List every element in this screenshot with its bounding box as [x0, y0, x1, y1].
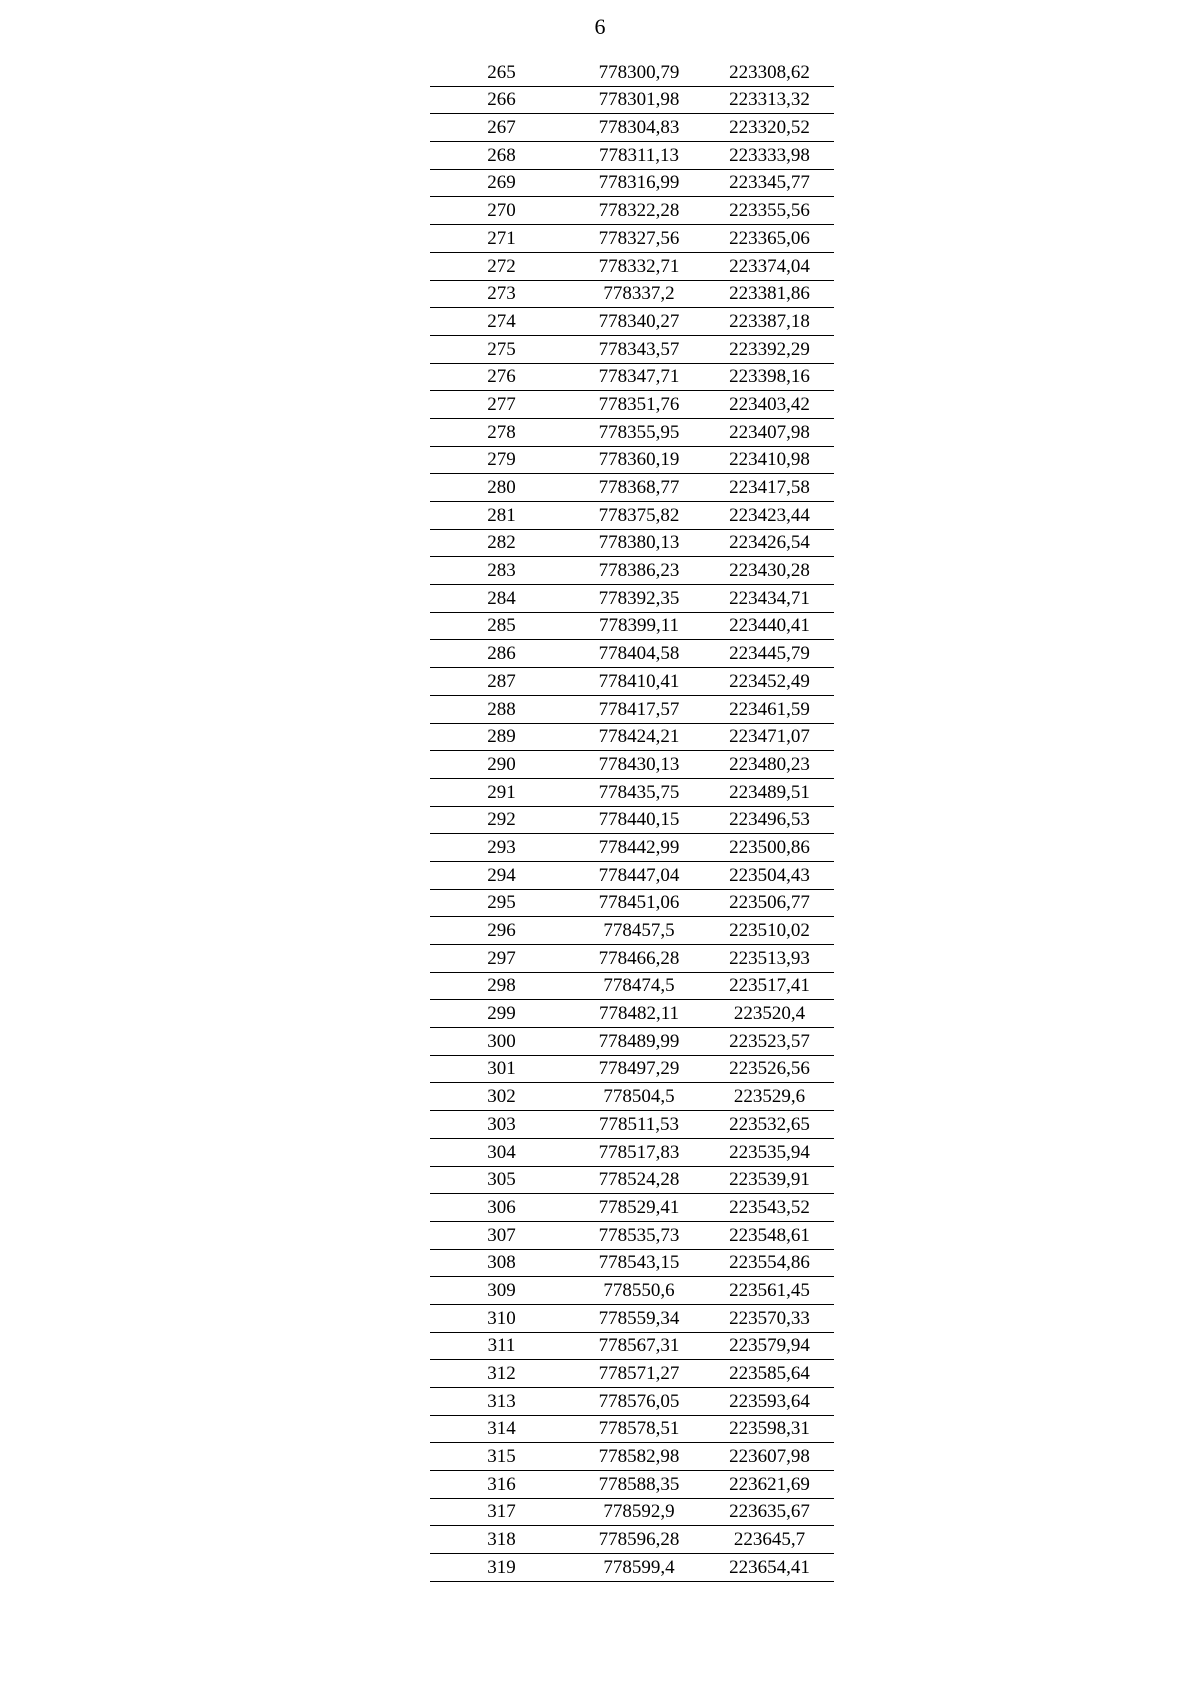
- x-coordinate-cell: 778457,5: [573, 917, 705, 945]
- point-number-cell: 312: [430, 1360, 573, 1388]
- point-number-cell: 313: [430, 1388, 573, 1416]
- table-row: [430, 612, 834, 640]
- table-row: [430, 1138, 834, 1166]
- x-coordinate-cell: 778447,04: [573, 861, 705, 889]
- x-coordinate-cell: 778424,21: [573, 723, 705, 751]
- point-number-cell: 278: [430, 418, 573, 446]
- point-number-cell: 305: [430, 1166, 573, 1194]
- point-number-cell: 308: [430, 1249, 573, 1277]
- point-number-cell: 302: [430, 1083, 573, 1111]
- point-number-cell: 314: [430, 1415, 573, 1443]
- y-coordinate-cell: 223500,86: [705, 834, 834, 862]
- table-row: [430, 1443, 834, 1471]
- coordinates-table: [430, 59, 834, 1582]
- y-coordinate-cell: 223471,07: [705, 723, 834, 751]
- point-number-cell: 303: [430, 1111, 573, 1139]
- x-coordinate-cell: 778332,71: [573, 252, 705, 280]
- table-row: [430, 585, 834, 613]
- y-coordinate-cell: 223430,28: [705, 557, 834, 585]
- point-number-cell: 286: [430, 640, 573, 668]
- table-row: [430, 778, 834, 806]
- y-coordinate-cell: 223621,69: [705, 1471, 834, 1499]
- table-row: [430, 335, 834, 363]
- table-row: [430, 1111, 834, 1139]
- y-coordinate-cell: 223392,29: [705, 335, 834, 363]
- point-number-cell: 274: [430, 308, 573, 336]
- x-coordinate-cell: 778451,06: [573, 889, 705, 917]
- point-number-cell: 295: [430, 889, 573, 917]
- x-coordinate-cell: 778582,98: [573, 1443, 705, 1471]
- point-number-cell: 290: [430, 751, 573, 779]
- x-coordinate-cell: 778599,4: [573, 1554, 705, 1582]
- x-coordinate-cell: 778340,27: [573, 308, 705, 336]
- point-number-cell: 279: [430, 446, 573, 474]
- table-row: [430, 225, 834, 253]
- y-coordinate-cell: 223417,58: [705, 474, 834, 502]
- y-coordinate-cell: 223345,77: [705, 169, 834, 197]
- y-coordinate-cell: 223585,64: [705, 1360, 834, 1388]
- x-coordinate-cell: 778596,28: [573, 1526, 705, 1554]
- x-coordinate-cell: 778301,98: [573, 86, 705, 114]
- x-coordinate-cell: 778517,83: [573, 1138, 705, 1166]
- table-row: [430, 142, 834, 170]
- x-coordinate-cell: 778559,34: [573, 1304, 705, 1332]
- table-row: [430, 695, 834, 723]
- x-coordinate-cell: 778592,9: [573, 1498, 705, 1526]
- point-number-cell: 300: [430, 1028, 573, 1056]
- table-row: [430, 1221, 834, 1249]
- y-coordinate-cell: 223607,98: [705, 1443, 834, 1471]
- y-coordinate-cell: 223496,53: [705, 806, 834, 834]
- x-coordinate-cell: 778578,51: [573, 1415, 705, 1443]
- y-coordinate-cell: 223645,7: [705, 1526, 834, 1554]
- x-coordinate-cell: 778311,13: [573, 142, 705, 170]
- table-row: [430, 1000, 834, 1028]
- table-row: [430, 806, 834, 834]
- y-coordinate-cell: 223526,56: [705, 1055, 834, 1083]
- point-number-cell: 280: [430, 474, 573, 502]
- table-row: [430, 1304, 834, 1332]
- x-coordinate-cell: 778304,83: [573, 114, 705, 142]
- x-coordinate-cell: 778511,53: [573, 1111, 705, 1139]
- table-row: [430, 1360, 834, 1388]
- table-row: [430, 723, 834, 751]
- point-number-cell: 307: [430, 1221, 573, 1249]
- table-row: [430, 972, 834, 1000]
- x-coordinate-cell: 778380,13: [573, 529, 705, 557]
- table-row: [430, 1249, 834, 1277]
- point-number-cell: 298: [430, 972, 573, 1000]
- point-number-cell: 311: [430, 1332, 573, 1360]
- point-number-cell: 309: [430, 1277, 573, 1305]
- y-coordinate-cell: 223320,52: [705, 114, 834, 142]
- y-coordinate-cell: 223539,91: [705, 1166, 834, 1194]
- y-coordinate-cell: 223510,02: [705, 917, 834, 945]
- table-row: [430, 446, 834, 474]
- point-number-cell: 317: [430, 1498, 573, 1526]
- point-number-cell: 306: [430, 1194, 573, 1222]
- table-row: [430, 418, 834, 446]
- y-coordinate-cell: 223333,98: [705, 142, 834, 170]
- point-number-cell: 276: [430, 363, 573, 391]
- y-coordinate-cell: 223504,43: [705, 861, 834, 889]
- x-coordinate-cell: 778375,82: [573, 502, 705, 530]
- y-coordinate-cell: 223308,62: [705, 59, 834, 86]
- point-number-cell: 288: [430, 695, 573, 723]
- y-coordinate-cell: 223452,49: [705, 668, 834, 696]
- point-number-cell: 316: [430, 1471, 573, 1499]
- y-coordinate-cell: 223506,77: [705, 889, 834, 917]
- point-number-cell: 291: [430, 778, 573, 806]
- x-coordinate-cell: 778399,11: [573, 612, 705, 640]
- point-number-cell: 299: [430, 1000, 573, 1028]
- y-coordinate-cell: 223434,71: [705, 585, 834, 613]
- point-number-cell: 310: [430, 1304, 573, 1332]
- x-coordinate-cell: 778504,5: [573, 1083, 705, 1111]
- x-coordinate-cell: 778343,57: [573, 335, 705, 363]
- table-row: [430, 391, 834, 419]
- table-row: [430, 1498, 834, 1526]
- x-coordinate-cell: 778404,58: [573, 640, 705, 668]
- y-coordinate-cell: 223532,65: [705, 1111, 834, 1139]
- y-coordinate-cell: 223403,42: [705, 391, 834, 419]
- table-row: [430, 502, 834, 530]
- y-coordinate-cell: 223480,23: [705, 751, 834, 779]
- table-row: [430, 1332, 834, 1360]
- point-number-cell: 289: [430, 723, 573, 751]
- x-coordinate-cell: 778347,71: [573, 363, 705, 391]
- x-coordinate-cell: 778430,13: [573, 751, 705, 779]
- y-coordinate-cell: 223579,94: [705, 1332, 834, 1360]
- y-coordinate-cell: 223387,18: [705, 308, 834, 336]
- point-number-cell: 284: [430, 585, 573, 613]
- point-number-cell: 266: [430, 86, 573, 114]
- table-row: [430, 280, 834, 308]
- y-coordinate-cell: 223517,41: [705, 972, 834, 1000]
- x-coordinate-cell: 778567,31: [573, 1332, 705, 1360]
- y-coordinate-cell: 223535,94: [705, 1138, 834, 1166]
- x-coordinate-cell: 778524,28: [573, 1166, 705, 1194]
- x-coordinate-cell: 778489,99: [573, 1028, 705, 1056]
- table-row: [430, 751, 834, 779]
- x-coordinate-cell: 778497,29: [573, 1055, 705, 1083]
- point-number-cell: 318: [430, 1526, 573, 1554]
- point-number-cell: 271: [430, 225, 573, 253]
- x-coordinate-cell: 778543,15: [573, 1249, 705, 1277]
- x-coordinate-cell: 778351,76: [573, 391, 705, 419]
- y-coordinate-cell: 223570,33: [705, 1304, 834, 1332]
- y-coordinate-cell: 223355,56: [705, 197, 834, 225]
- table-row: [430, 59, 834, 86]
- table-row: [430, 1055, 834, 1083]
- point-number-cell: 293: [430, 834, 573, 862]
- table-row: [430, 1277, 834, 1305]
- y-coordinate-cell: 223374,04: [705, 252, 834, 280]
- point-number-cell: 304: [430, 1138, 573, 1166]
- y-coordinate-cell: 223548,61: [705, 1221, 834, 1249]
- y-coordinate-cell: 223398,16: [705, 363, 834, 391]
- x-coordinate-cell: 778442,99: [573, 834, 705, 862]
- table-row: [430, 1471, 834, 1499]
- y-coordinate-cell: 223426,54: [705, 529, 834, 557]
- point-number-cell: 292: [430, 806, 573, 834]
- x-coordinate-cell: 778550,6: [573, 1277, 705, 1305]
- point-number-cell: 287: [430, 668, 573, 696]
- y-coordinate-cell: 223561,45: [705, 1277, 834, 1305]
- table-row: [430, 834, 834, 862]
- table-row: [430, 169, 834, 197]
- y-coordinate-cell: 223440,41: [705, 612, 834, 640]
- table-row: [430, 640, 834, 668]
- y-coordinate-cell: 223313,32: [705, 86, 834, 114]
- y-coordinate-cell: 223423,44: [705, 502, 834, 530]
- y-coordinate-cell: 223381,86: [705, 280, 834, 308]
- table-row: [430, 1166, 834, 1194]
- table-row: [430, 1194, 834, 1222]
- y-coordinate-cell: 223654,41: [705, 1554, 834, 1582]
- table-row: [430, 1083, 834, 1111]
- y-coordinate-cell: 223593,64: [705, 1388, 834, 1416]
- x-coordinate-cell: 778368,77: [573, 474, 705, 502]
- y-coordinate-cell: 223489,51: [705, 778, 834, 806]
- y-coordinate-cell: 223410,98: [705, 446, 834, 474]
- table-row: [430, 1526, 834, 1554]
- point-number-cell: 283: [430, 557, 573, 585]
- point-number-cell: 297: [430, 945, 573, 973]
- x-coordinate-cell: 778535,73: [573, 1221, 705, 1249]
- coordinates-table-body: [430, 59, 834, 1581]
- x-coordinate-cell: 778355,95: [573, 418, 705, 446]
- point-number-cell: 281: [430, 502, 573, 530]
- point-number-cell: 267: [430, 114, 573, 142]
- y-coordinate-cell: 223554,86: [705, 1249, 834, 1277]
- x-coordinate-cell: 778588,35: [573, 1471, 705, 1499]
- table-row: [430, 197, 834, 225]
- x-coordinate-cell: 778337,2: [573, 280, 705, 308]
- table-row: [430, 889, 834, 917]
- point-number-cell: 268: [430, 142, 573, 170]
- x-coordinate-cell: 778482,11: [573, 1000, 705, 1028]
- y-coordinate-cell: 223513,93: [705, 945, 834, 973]
- point-number-cell: 270: [430, 197, 573, 225]
- table-row: [430, 1388, 834, 1416]
- x-coordinate-cell: 778529,41: [573, 1194, 705, 1222]
- table-row: [430, 474, 834, 502]
- y-coordinate-cell: 223365,06: [705, 225, 834, 253]
- point-number-cell: 285: [430, 612, 573, 640]
- x-coordinate-cell: 778410,41: [573, 668, 705, 696]
- x-coordinate-cell: 778576,05: [573, 1388, 705, 1416]
- point-number-cell: 272: [430, 252, 573, 280]
- point-number-cell: 273: [430, 280, 573, 308]
- point-number-cell: 269: [430, 169, 573, 197]
- point-number-cell: 319: [430, 1554, 573, 1582]
- point-number-cell: 301: [430, 1055, 573, 1083]
- x-coordinate-cell: 778417,57: [573, 695, 705, 723]
- x-coordinate-cell: 778440,15: [573, 806, 705, 834]
- point-number-cell: 294: [430, 861, 573, 889]
- table-row: [430, 252, 834, 280]
- x-coordinate-cell: 778300,79: [573, 59, 705, 86]
- table-row: [430, 557, 834, 585]
- x-coordinate-cell: 778316,99: [573, 169, 705, 197]
- table-row: [430, 86, 834, 114]
- y-coordinate-cell: 223523,57: [705, 1028, 834, 1056]
- table-row: [430, 308, 834, 336]
- y-coordinate-cell: 223529,6: [705, 1083, 834, 1111]
- table-row: [430, 1028, 834, 1056]
- x-coordinate-cell: 778327,56: [573, 225, 705, 253]
- y-coordinate-cell: 223598,31: [705, 1415, 834, 1443]
- table-row: [430, 917, 834, 945]
- table-row: [430, 363, 834, 391]
- y-coordinate-cell: 223635,67: [705, 1498, 834, 1526]
- point-number-cell: 275: [430, 335, 573, 363]
- y-coordinate-cell: 223543,52: [705, 1194, 834, 1222]
- x-coordinate-cell: 778435,75: [573, 778, 705, 806]
- y-coordinate-cell: 223461,59: [705, 695, 834, 723]
- x-coordinate-cell: 778386,23: [573, 557, 705, 585]
- page-number: 6: [594, 14, 606, 39]
- point-number-cell: 265: [430, 59, 573, 86]
- x-coordinate-cell: 778360,19: [573, 446, 705, 474]
- table-row: [430, 1415, 834, 1443]
- table-row: [430, 1554, 834, 1582]
- table-row: [430, 861, 834, 889]
- y-coordinate-cell: 223445,79: [705, 640, 834, 668]
- x-coordinate-cell: 778392,35: [573, 585, 705, 613]
- x-coordinate-cell: 778466,28: [573, 945, 705, 973]
- table-row: [430, 668, 834, 696]
- x-coordinate-cell: 778571,27: [573, 1360, 705, 1388]
- point-number-cell: 282: [430, 529, 573, 557]
- table-row: [430, 945, 834, 973]
- y-coordinate-cell: 223520,4: [705, 1000, 834, 1028]
- point-number-cell: 277: [430, 391, 573, 419]
- x-coordinate-cell: 778322,28: [573, 197, 705, 225]
- table-row: [430, 529, 834, 557]
- y-coordinate-cell: 223407,98: [705, 418, 834, 446]
- table-row: [430, 114, 834, 142]
- x-coordinate-cell: 778474,5: [573, 972, 705, 1000]
- point-number-cell: 315: [430, 1443, 573, 1471]
- point-number-cell: 296: [430, 917, 573, 945]
